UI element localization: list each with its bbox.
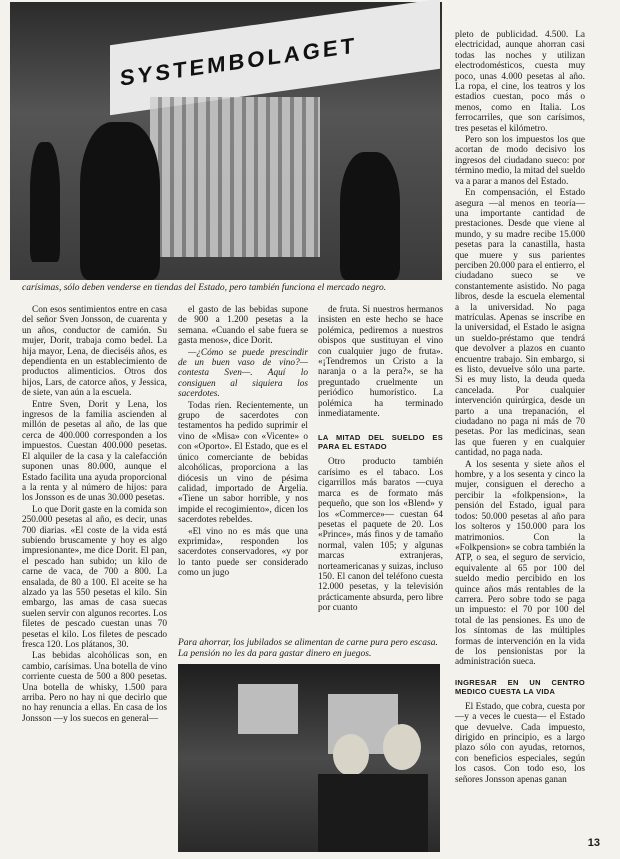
top-photo <box>10 2 442 280</box>
paragraph: Con esos sentimientos entre en casa del señor Sven Jonsson, de cuarenta y un años, conductor de camión. Su mujer, Dorit, trabaja como bedel. La hija mayor, Lena, de dieciséis años, es dependienta en un establecimiento de productos alimenticios. Otros dos hijos, Lars, de catorce años, y Jessica, de siete, van aún a la escuela. <box>22 305 167 399</box>
column-4 <box>455 30 585 845</box>
paragraph: —¿Cómo se puede prescindir de un buen vaso de vino?— contesta Sven—. Aquí lo consiguen al siquiera los sacerdotes. <box>178 347 308 400</box>
column-2 <box>178 305 308 605</box>
paragraph: A los sesenta y siete años el hombre, y a los sesenta y cinco la mujer, consiguen el derecho a percibir la «folkpension», la pensión del Estado, igual para todos: 50.000 pesetas al año para los solteros y 150.000 para los matrimonios. Con la «Folkpension» se cobra también la ATP, o sea, el seguro de servicio, equivalente al 65 por 100 del sueldo medio percibido en los quince años más rentables de la carrera. Pero sobre todo se paga un impuesto: el 70 por 100 del total de las pensiones. Es uno de los síntomas de las múltiples formas de intervención en la vida de los pensionistas por la administración sueca. <box>455 459 585 668</box>
section-subhead: INGRESAR EN UN CENTRO MEDICO CUESTA LA VIDA <box>455 677 585 696</box>
photo-person-head <box>333 734 369 776</box>
photo-person-body <box>318 774 428 852</box>
bottom-photo <box>178 664 440 852</box>
photo-person-head <box>383 724 421 770</box>
photo-figure <box>80 122 160 280</box>
photo-figure <box>30 142 60 262</box>
paragraph: Todas ríen. Recientemente, un grupo de sacerdotes con testamentos ha pedido suprimir el vino de «Misa» con «Vicente» o con «Oporto». El Estado, que es el único comerciante de bebidas alcohólicas, proporciona a las diócesis un vino de pésima calidad, importado de Argelia. «Tiene un sabor horrible, y nos impide el recogimiento», dicen los sacerdotes rebeldes. <box>178 400 308 526</box>
top-photo-caption: carísimas, sólo deben venderse en tiendas del Estado, pero también funciona el mercado negro. <box>22 283 387 293</box>
paragraph: En compensación, el Estado asegura —al menos en teoría— una importante cantidad de prestaciones. Desde que viene al mundo, y su madre recibe 15.000 pesetas para la canastilla, hasta que muere y sus parientes perciben 20.000 para el entierro, el ciudadano sueco se ve constantemente asistido. No paga libros, desde la escuela elemental a la universidad. No paga matrículas. Apenas se inscribe en la universidad, el Estado le asigna un sueldo-préstamo que tendrá que devolver a plazos en cuanto encuentre trabajo. Sin embargo, si es listo, devuelve sólo una parte. Si es muy listo, la deuda queda cancelada. Por cualquier intervención quirúrgica, desde un parto a una trepanación, el ciudadano no paga ni más de 70 pesetas. Por las medicinas, sean las que fueren y en cualquier cantidad, no paga nada. <box>455 188 585 459</box>
store-sign-text: SYSTEMBOLAGET <box>120 32 358 91</box>
paragraph: Lo que Dorit gaste en la comida son 250.000 pesetas al año, es decir, unas 700 diarias. «El coste de la vida está subiendo bruscamente y hoy es algo impresionante», me dice Dorit. El pan, el pescado han subido; un kilo de carne de vaca, de 700 a 800. La ensalada, de 80 a 100. El aceite se ha alzado ya las 550 pesetas el kilo. Sin embargo, las amas de casa suecas suelen servir con algunos recortes. Los filetes de pescado cuestan unas 70 pesetas el kilo. Los filetes de pescado fresca 120. Los plátanos, 30. <box>22 504 167 650</box>
photo-screen <box>238 684 298 734</box>
paragraph: Entre Sven, Dorit y Lena, los ingresos de la familia ascienden al millón de pesetas al año, de las que cerca de 400.000 corresponden a los impuestos. Cuestan 400.000 pesetas. El alquiler de la casa y la calefacción suponen unas 80.000, aunque el Estado facilita una ayuda proporcional a la renta y al número de hijos: para los Jonsson es de unas 30.000 pesetas. <box>22 399 167 504</box>
paragraph: El Estado, que cobra, cuesta por —y a veces le cuesta— el Estado que devuelve. Cada impuesto, dirigido en principio, es a largo plazo sólo con ayudas, retornos, con beneficios especiales, según los casos. Con todo eso, los señores Jonsson apenas ganan <box>455 701 585 785</box>
store-window <box>150 97 320 257</box>
bottom-photo-caption: Para ahorrar, los jubilados se alimentan de carne pura pero escasa. La pensión no les da para gastar dinero en juegos. <box>178 638 438 659</box>
column-3 <box>318 305 443 614</box>
page-number: 13 <box>587 837 600 849</box>
section-subhead: LA MITAD DEL SUELDO ES PARA EL ESTADO <box>318 433 443 452</box>
paragraph: Otro producto también carísimo es el tabaco. Los cigarrillos más baratos —cuya marca es de formato más pequeño, que son los «Blend» y los «Commerce»— cuestan 64 pesetas el paquete de 20. Los «Prince», más finos y de tamaño normal, valen 105; y algunas marcas extranjeras, norteamericanas y suizas, incluso 150. El canon del teléfono cuesta 12.000 pesetas, y la televisión prácticamente absurda, pero libre por cuanto <box>318 457 443 614</box>
paragraph: Pero son los impuestos los que acortan de modo decisivo los ingresos del ciudadano sueco: por término medio, la mitad del sueldo va a parar a manos del Estado. <box>455 135 585 187</box>
paragraph: «El vino no es más que una exprimida», responden los sacerdotes conservadores, «y por lo tanto puede ser considerado como un jugo <box>178 526 308 579</box>
photo-figure <box>340 152 400 280</box>
paragraph: el gasto de las bebidas supone de 900 a 1.200 pesetas a la semana. «Cuando el sabe fuera se gasta menos», dice Dorit. <box>178 305 308 347</box>
paragraph: pleto de publicidad. 4.500. La electricidad, aunque ahorran casi todas las noches y utilizan electrodomésticos, cuesta muy poco, unas 4.000 pesetas al año. La ropa, el cine, los teatros y los estadios cuestan, poco más o menos, como en Italia. Los ferrocarriles, que son carísimos, tres pesetas el kilómetro. <box>455 30 585 134</box>
paragraph: Las bebidas alcohólicas son, en cambio, carísimas. Una botella de vino corriente cuesta de 500 a 800 pesetas. Una botella de whisky, 1.500 para arriba. Pero no hay ni que decirlo que no hay renuncia a ellas. En casa de los Jonsson —y los suecos en general— <box>22 651 167 724</box>
paragraph: de fruta. Si nuestros hermanos insisten en este hecho se hace polémica, pediremos a nuestros obispos que sustituyan el vino con cualquier jugo de fruta». «¡Tendremos un Cristo a la naranja o a la pera?», se ha preguntado cruelmente un periódico humorístico. La polémica ha terminado inmediatamente. <box>318 305 443 420</box>
column-1 <box>22 305 167 850</box>
